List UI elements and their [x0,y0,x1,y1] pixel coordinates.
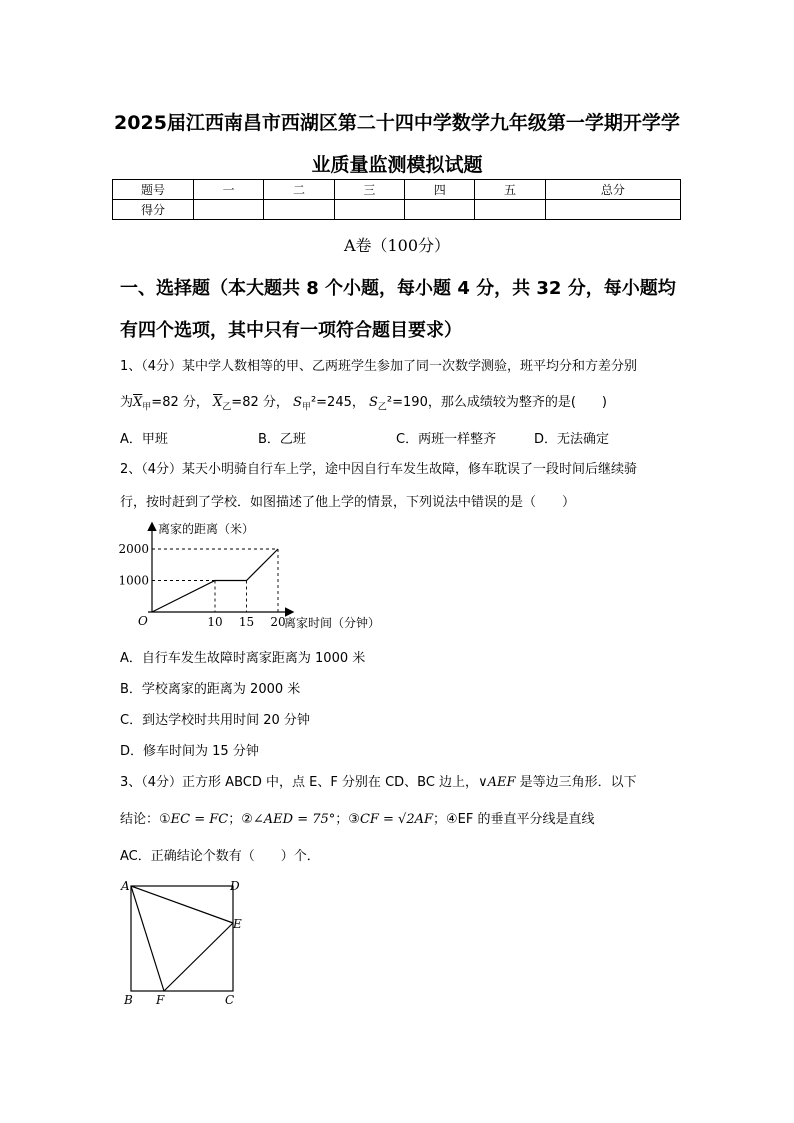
score-header-cell: 四 [405,180,475,200]
title-line-1: 2025届江西南昌市西湖区第二十四中学数学九年级第一学期开学学 [114,112,680,134]
expression-3: CF = √2AF [359,812,434,827]
title-line-2: 业质量监测模拟试题 [311,154,483,176]
score-cell[interactable] [194,200,264,220]
q1-stem-line-2 [120,391,607,413]
subscript-jia: 甲 [142,402,152,413]
segment-af [131,886,164,991]
vertex-f-label: F [156,993,165,1007]
q1-eq3: ²=245， [310,395,365,410]
q3-stem-line-2 [120,808,595,827]
score-header-cell: 二 [264,180,334,200]
s-symbol: S [293,395,302,410]
score-header-cell: 题号 [113,180,194,200]
volume-title: A卷（100分） [343,236,451,255]
q3-text-d: ；② [228,812,253,827]
q3-text-b: 是等边三角形．以下 [515,775,637,790]
score-cell[interactable] [405,200,475,220]
score-header-cell: 三 [334,180,404,200]
q1-option-d[interactable]: D．无法确定 [534,432,610,447]
score-row-label: 得分 [113,200,194,220]
q1-option-b[interactable]: B．乙班 [258,432,306,447]
s-symbol: S [369,395,378,410]
distance-time-chart [112,518,412,634]
vertex-b-label: B [124,993,133,1007]
q1-eq2: =82 分， [231,395,289,410]
vertex-c-label: C [225,993,235,1007]
q3-text-f: ；④EF 的垂直平分线是直线 [433,812,595,827]
score-cell[interactable] [334,200,404,220]
q1-option-c[interactable]: C．两班一样整齐 [396,432,497,447]
x-bar-symbol: $\overline{X}$ [213,395,223,410]
q2-option-d[interactable]: D．修车时间为 15 分钟 [120,744,259,759]
y-axis-label: 离家的距离（米） [158,522,255,536]
segment-ae [131,886,233,923]
score-table-header-row [113,180,681,200]
score-table [112,179,681,220]
q1-prefix: 为 [120,395,134,410]
y-tick-label: 1000 [118,573,149,588]
x-axis-label: 离家时间（分钟） [284,616,381,630]
subscript-jia: 甲 [301,402,311,413]
score-header-cell: 五 [475,180,545,200]
x-bar-symbol: $\overline{X}$ [133,395,143,410]
score-header-cell: 总分 [545,180,680,200]
q2-option-a[interactable]: A．自行车发生故障时离家距离为 1000 米 [120,651,366,666]
y-tick-label: 2000 [118,542,149,556]
section-heading-line-2: 有四个选项，其中只有一项符合题目要求） [120,320,462,341]
x-tick-label: 15 [238,615,255,629]
score-table-score-row [113,200,681,220]
segment-ef [164,923,233,991]
q2-option-b[interactable]: B．学校离家的距离为 2000 米 [120,682,301,697]
q1-eq4: ²=190，那么成绩较为整齐的是( ) [386,395,607,410]
section-heading-line-1: 一、选择题（本大题共 8 个小题，每小题 4 分，共 32 分，每小题均 [120,278,676,299]
triangle-expression: ∨AEF [478,775,516,790]
q3-text-a: 3、（4分）正方形 ABCD 中，点 E、F 分别在 CD、BC 边上， [120,775,479,790]
square-figure [116,876,256,1010]
q2-stem-line-2: 行，按时赶到了学校．如图描述了他上学的情景，下列说法中错误的是（ ） [120,495,576,510]
q3-stem-line-1 [120,771,637,790]
q3-text-c: 结论：① [120,812,171,827]
vertex-d-label: D [230,879,240,893]
expression-1: EC = FC [170,812,229,827]
subscript-yi: 乙 [377,402,387,413]
q1-stem-line-1: 1、（4分）某中学人数相等的甲、乙两班学生参加了同一次数学测验，班平均分和方差分别 [120,359,638,374]
q3-stem-line-3: AC．正确结论个数有（ ）个． [120,849,320,864]
vertex-e-label: E [233,917,242,931]
x-tick-label: 10 [207,615,223,629]
score-cell[interactable] [264,200,334,220]
score-cell[interactable] [475,200,545,220]
q1-option-a[interactable]: A．甲班 [120,432,168,447]
x-tick-label: 20 [270,615,286,629]
expression-2: ∠AED = 75° [252,812,336,827]
q2-option-c[interactable]: C．到达学校时共用时间 20 分钟 [120,713,310,728]
q1-eq1: =82 分， [151,395,209,410]
score-cell[interactable] [545,200,680,220]
score-header-cell: 一 [194,180,264,200]
vertex-a-label: A [121,879,130,893]
q2-stem-line-1: 2、（4分）某天小明骑自行车上学，途中因自行车发生故障，修车耽误了一段时间后继续骑 [120,462,638,477]
origin-label: O [138,614,148,628]
q3-text-e: ；③ [335,812,360,827]
subscript-yi: 乙 [222,402,232,413]
